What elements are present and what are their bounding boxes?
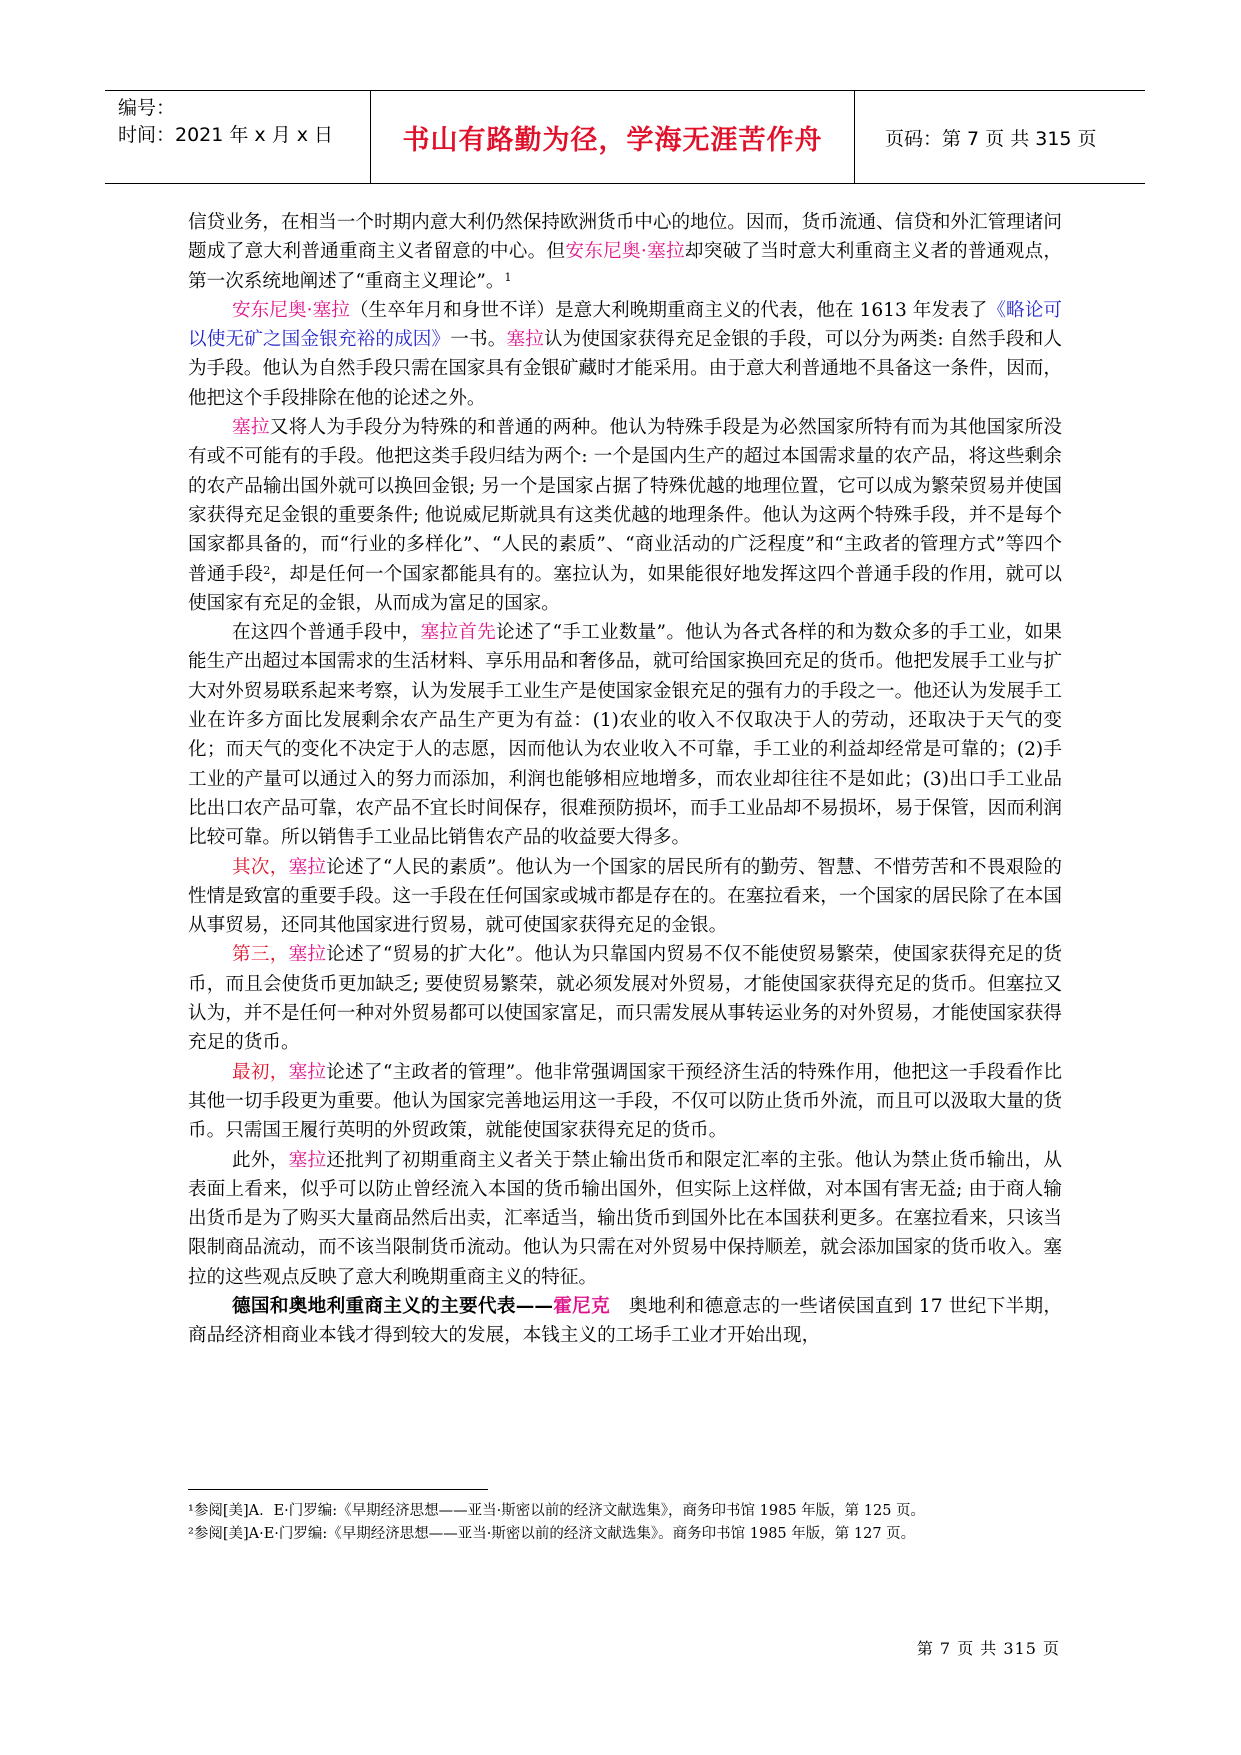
paragraph-5: 其次，塞拉论述了“人民的素质”。他认为一个国家的居民所有的勤劳、智慧、不惜劳苦和不畏艰险的性情是致富的重要手段。这一手段在任何国家或城市都是存在的。在塞拉看来，一个国家的居民除了在本国从事贸易，还同其他国家进行贸易，就可使国家获得充足的金银。: [188, 856, 1062, 937]
ordinal-label: 其次，: [232, 856, 289, 878]
section-heading: 德国和奥地利重商主义的主要代表——: [232, 1295, 553, 1317]
book-title: 《略论可以使无矿之国金银充裕的成因》: [188, 299, 1062, 351]
person-name: 塞拉: [288, 944, 327, 966]
person-name: 塞拉: [288, 1061, 327, 1083]
time-label: 时间：2021 年 x 月 x 日: [118, 124, 334, 146]
person-name: 塞拉: [288, 856, 327, 878]
paragraph-9: 德国和奥地利重商主义的主要代表——霍尼克 奥地利和德意志的一些诸侯国直到 17 世纪下半期，商品经济相商业本钱才得到较大的发展，本钱主义的工场手工业才开始出现，: [188, 1295, 1062, 1347]
document-body: [188, 208, 1062, 1351]
paragraph-1: 信贷业务，在相当一个时期内意大利仍然保持欧洲货币中心的地位。因而，货币流通、信贷和外汇管理诸问题成了意大利普通重商主义者留意的中心。但安东尼奥·塞拉却突破了当时意大利重商主义者的普通观点，第一次系统地阐述了“重商主义理论”。$^1$: [188, 212, 1062, 292]
header-motto: 书山有路勤为径，学海无涯苦作舟: [370, 91, 855, 183]
ordinal-label: 第三，: [232, 944, 289, 966]
paragraph-7: 最初，塞拉论述了“主政者的管理”。他非常强调国家干预经济生活的特殊作用，他把这一手段看作比其他一切手段更为重要。他认为国家完善地运用这一手段，不仅可以防止货币外流，而且可以汲取大量的货币。只需国王履行英明的外贸政策，就能使国家获得充足的货币。: [188, 1061, 1062, 1142]
footnote-divider: [188, 1489, 488, 1490]
paragraph-4: 在这四个普通手段中，塞拉首先论述了“手工业数量”。他认为各式各样的和为数众多的手工业，如果能生产出超过本国需求的生活材料、享乐用品和奢侈品，就可给国家换回充足的货币。他把发展手工业与扩大对外贸易联系起来考察，认为发展手工业生产是使国家金银充足的强有力的手段之一。他还认为发展手工业在许多方面比发展剩余农产品生产更为有益：(1)农业的收入不仅取决于人的劳动，还取决于天气的变化；而天气的变化不决定于人的志愿，因而他认为农业收入不可靠，手工业的利益却经常是可靠的；(2)手工业的产量可以通过入的努力而添加，利润也能够相应地增多，而农业却往往不是如此；(3)出口手工业品比出口农产品可靠，农产品不宜长时间保存，很难预防损坏，而手工业品却不易损坏，易于保管，因而利润比较可靠。所以销售手工业品比销售农产品的收益要大得多。: [188, 622, 1062, 849]
header-meta: [118, 91, 358, 187]
footnote-ref-1: 1: [504, 270, 512, 284]
footnote-2: ²参阅[美]A·E·门罗编:《早期经济思想——亚当·斯密以前的经济文献选集》。商务印书馆 1985 年版，第 127 页。: [188, 1526, 916, 1542]
ordinal-label: 最初，: [232, 1061, 289, 1083]
person-name: 塞拉: [506, 329, 544, 351]
person-name: 安东尼奥·塞拉: [232, 299, 350, 321]
paragraph-8: 此外，塞拉还批判了初期重商主义者关于禁止输出货币和限定汇率的主张。他认为禁止货币输出，从表面上看来，似乎可以防止曾经流入本国的货币输出国外，但实际上这样做，对本国有害无益; 由于商人输出货币是为了购买大量商品然后出卖，汇率适当，输出货币到国外比在本国获利更多。在塞拉看来，只该当限制商品流动，而不该当限制货币流动。他认为只需在对外贸易中保持顺差，就会添加国家的货币收入。塞拉的这些观点反映了意大利晚期重商主义的特征。: [188, 1149, 1062, 1288]
footnotes: [188, 1500, 1060, 1546]
person-name: 安东尼奥·塞拉: [565, 241, 685, 263]
page-number: 第 7 页 共 315 页: [916, 1639, 1060, 1658]
person-name: 塞拉: [288, 1149, 327, 1171]
person-name: 塞拉首先: [420, 622, 496, 644]
person-name: 霍尼克: [552, 1295, 611, 1317]
paragraph-3: 塞拉又将人为手段分为特殊的和普通的两种。他认为特殊手段是为必然国家所特有而为其他国家所没有或不可能有的手段。他把这类手段归结为两个: 一个是国内生产的超过本国需求量的农产品，将这些剩余的农产品输出国外就可以换回金银; 另一个是国家占据了特殊优越的地理位置，它可以成为繁荣贸易并使国家获得充足金银的重要条件; 他说威尼斯就具有这类优越的地理条件。他认为这两个特殊手段，并不是每个国家都具备的，而“行业的多样化”、“人民的素质”、“商业活动的广泛程度”和“主政者的管理方式”等四个普通手段$^2$，却是任何一个国家都能具有的。塞拉认为，如果能很好地发挥这四个普通手段的作用，就可以使国家有充足的金银，从而成为富足的国家。: [188, 417, 1062, 614]
person-name: 塞拉: [232, 417, 270, 439]
header-page-info: 页码：第 7 页 共 315 页: [885, 127, 1097, 150]
paragraph-6: 第三，塞拉论述了“贸易的扩大化”。他认为只靠国内贸易不仅不能使贸易繁荣，使国家获得充足的货币，而且会使货币更加缺乏; 要使贸易繁荣，就必须发展对外贸易，才能使国家获得充足的货币。但塞拉又认为，并不是任何一种对外贸易都可以使国家富足，而只需发展从事转运业务的对外贸易，才能使国家获得充足的货币。: [188, 944, 1062, 1054]
footnote-1: ¹参阅[美]A．E·门罗编:《早期经济思想——亚当·斯密以前的经济文献选集》，商务印书馆 1985 年版，第 125 页。: [188, 1503, 926, 1519]
number-label: 编号：: [118, 97, 176, 119]
paragraph-2: 安东尼奥·塞拉（生卒年月和身世不详）是意大利晚期重商主义的代表，他在 1613 年发表了《略论可以使无矿之国金银充裕的成因》一书。塞拉认为使国家获得充足金银的手段，可以分为两类: 自然手段和人为手段。他认为自然手段只需在国家具有金银矿藏时才能采用。由于意大利普通地不具备这一条件，因而，他把这个手段排除在他的论述之外。: [188, 299, 1062, 409]
page-header: [105, 90, 1145, 184]
footnote-ref-2: 2: [263, 563, 271, 577]
